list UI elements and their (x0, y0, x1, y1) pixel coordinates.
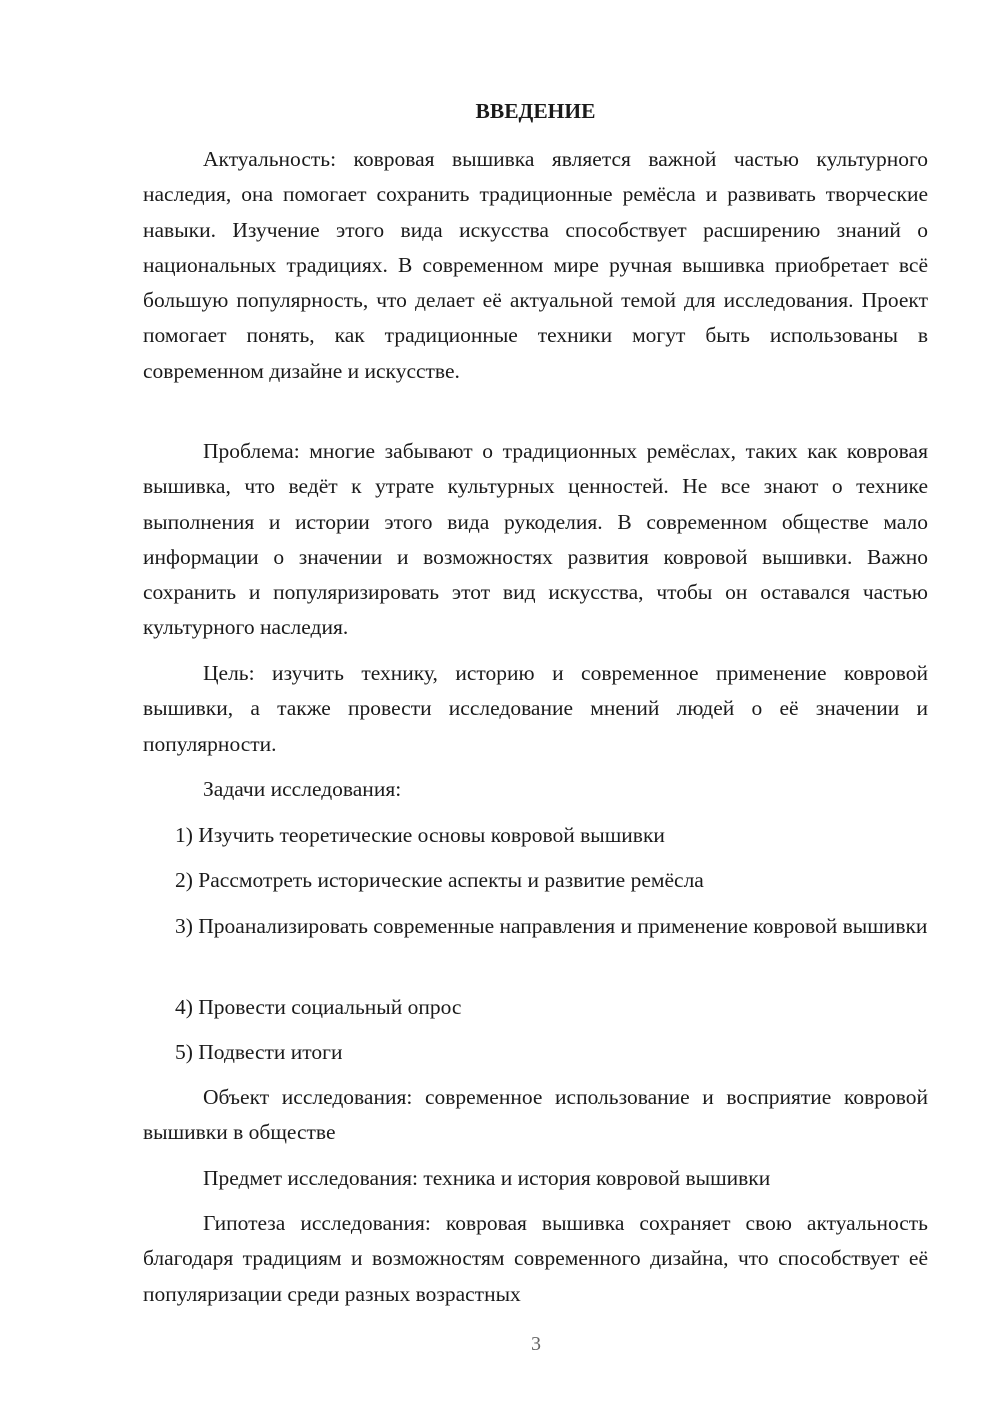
page-number: 3 (531, 1333, 541, 1355)
section-title: ВВЕДЕНИЕ (475, 99, 596, 123)
object-paragraph: Объект исследования: современное использование и восприятие ковровой вышивки в обществе (143, 1085, 928, 1145)
tasks-heading: Задачи исследования: (203, 777, 402, 801)
task-item-1: 1) Изучить теоретические основы ковровой вышивки (175, 823, 665, 847)
hypothesis-paragraph: Гипотеза исследования: ковровая вышивка сохраняет свою актуальность благодаря традициям и возможностям современного дизайна, что способствует её популяризации среди разных возрастных (143, 1211, 928, 1306)
subject-paragraph: Предмет исследования: техника и история ковровой вышивки (203, 1166, 771, 1190)
task-item-2: 2) Рассмотреть исторические аспекты и развитие ремёсла (175, 868, 704, 892)
relevance-paragraph: Актуальность: ковровая вышивка является важной частью культурного наследия, она помогает сохранить традиционные ремёсла и развивать творческие навыки. Изучение этого вида искусства способствует расширению знаний о национальных традициях. В современном мире ручная вышивка приобретает всё большую популярность, что делает её актуальной темой для исследования. Проект помогает понять, как традиционные техники могут быть использованы в современном дизайне и искусстве. (143, 147, 928, 383)
task-item-5: 5) Подвести итоги (175, 1040, 343, 1064)
problem-paragraph: Проблема: многие забывают о традиционных ремёслах, таких как ковровая вышивка, что ведёт к утрате культурных ценностей. Не все знают о технике выполнения и истории этого вида рукоделия. В современном обществе мало информации о значении и возможностях развития ковровой вышивки. Важно сохранить и популяризировать этот вид искусства, чтобы он оставался частью культурного наследия. (143, 439, 928, 640)
goal-paragraph: Цель: изучить технику, историю и современное применение ковровой вышивки, а также провести исследование мнений людей о её значении и популярности. (143, 661, 928, 756)
task-item-3: 3) Проанализировать современные направления и применение ковровой вышивки (175, 914, 928, 938)
task-item-4: 4) Провести социальный опрос (175, 995, 462, 1019)
